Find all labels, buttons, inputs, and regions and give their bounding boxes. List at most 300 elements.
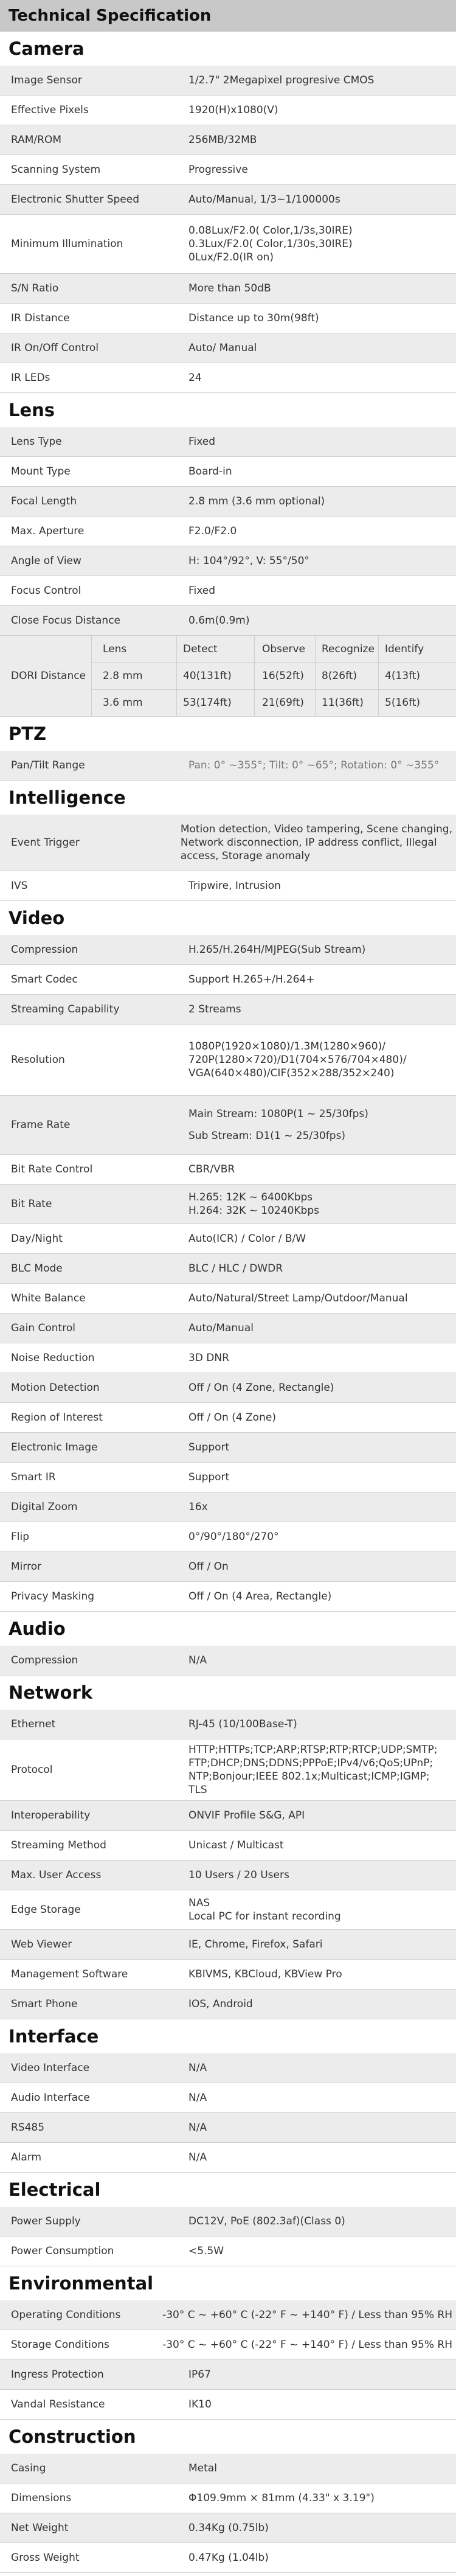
spec-value (171, 1896, 456, 1923)
spec-value-line: 0.34Kg (0.75lb) (188, 2522, 269, 2534)
spec-label: Motion Detection (11, 1382, 100, 1394)
spec-value (171, 1500, 456, 1514)
spec-value-line: 24 (188, 372, 202, 384)
spec-label: RAM/ROM (11, 134, 62, 146)
spec-row-white-balance (0, 1284, 456, 1314)
spec-label: RS485 (11, 2122, 45, 2134)
spec-value (164, 823, 456, 863)
spec-row-ivs (0, 871, 456, 901)
spec-label: Privacy Masking (11, 1590, 95, 1603)
spec-value (171, 282, 456, 295)
spec-row-region-of-interest (0, 1403, 456, 1433)
spec-value (171, 1560, 456, 1573)
spec-row-max-aperture (0, 517, 456, 546)
spec-value-line: Auto/ Manual (188, 342, 257, 354)
spec-value (171, 554, 456, 568)
spec-value-line: Support (188, 1471, 230, 1483)
spec-label: Streaming Capability (11, 1003, 120, 1015)
spec-value-line: 10 Users / 20 Users (188, 1869, 289, 1881)
spec-row-protocol (0, 1739, 456, 1801)
spec-value (171, 74, 456, 87)
spec-label: Ingress Protection (11, 2369, 104, 2381)
spec-value-line: 3D DNR (188, 1352, 229, 1364)
spec-row-focal-length (0, 487, 456, 517)
spec-value-line: 2.8 mm (3.6 mm optional) (188, 495, 325, 507)
spec-value (171, 2061, 456, 2075)
spec-row-electronic-image (0, 1433, 456, 1463)
spec-value-line: H.264: 32K ~ 10240Kbps (188, 1205, 319, 1217)
spec-value-line: N/A (188, 2151, 207, 2163)
dori-cell: 53(174ft) (176, 690, 254, 716)
spec-label: Streaming Method (11, 1839, 106, 1851)
spec-value-line: Auto/Manual (188, 1322, 254, 1334)
spec-row-frame-rate (0, 1096, 456, 1155)
spec-row-gross-weight (0, 2543, 456, 2573)
spec-value-line: Local PC for instant recording (188, 1910, 341, 1923)
spec-value (171, 1003, 456, 1016)
spec-row-event-trigger (0, 815, 456, 871)
spec-value-line: 1920(H)x1080(V) (188, 104, 278, 116)
section-header-intelligence: Intelligence (0, 781, 456, 815)
spec-label: Compression (11, 944, 78, 956)
spec-value (171, 1590, 456, 1603)
spec-label: Scanning System (11, 164, 101, 176)
spec-value-line: Off / On (4 Zone) (188, 1412, 276, 1424)
spec-label: IR Distance (11, 312, 70, 324)
spec-row-dimensions (0, 2484, 456, 2513)
spec-value-line: 256MB/32MB (188, 134, 257, 146)
spec-value (171, 1968, 456, 1981)
spec-value (171, 435, 456, 448)
spec-row-ingress-protection (0, 2360, 456, 2390)
spec-label: IVS (11, 880, 28, 892)
spec-label: Audio Interface (11, 2092, 90, 2104)
spec-label: Bit Rate Control (11, 1163, 93, 1175)
spec-row-max-user-access (0, 1861, 456, 1890)
spec-row-net-weight (0, 2513, 456, 2543)
spec-value (171, 1997, 456, 2011)
dori-cell: Recognize (315, 636, 378, 662)
spec-value-line: Fixed (188, 585, 216, 597)
spec-label: Gain Control (11, 1322, 75, 1334)
spec-value-line: F2.0/F2.0 (188, 525, 237, 537)
spec-row-rs485 (0, 2113, 456, 2143)
spec-row-vandal-resistance (0, 2390, 456, 2420)
spec-label: Focal Length (11, 495, 77, 507)
dori-cell: 4(13ft) (378, 663, 456, 689)
section-header-environmental: Environmental (0, 2266, 456, 2300)
spec-row-privacy-masking (0, 1582, 456, 1612)
spec-value-line: -30° C ~ +60° C (-22° F ~ +140° F) / Less than 95% RH (162, 2339, 452, 2351)
spec-value-line: -30° C ~ +60° C (-22° F ~ +140° F) / Less than 95% RH (162, 2309, 452, 2321)
spec-row-compression (0, 935, 456, 965)
spec-row-management-software (0, 1960, 456, 1989)
spec-value-line: Network disconnection, IP address conflict, Illegal (180, 837, 437, 849)
spec-row-flip (0, 1522, 456, 1552)
spec-value (171, 1163, 456, 1176)
spec-value-line: Support (188, 1441, 230, 1453)
spec-value (171, 2215, 456, 2228)
spec-value (171, 1654, 456, 1667)
spec-row-minimum-illumination (0, 215, 456, 274)
spec-value (171, 465, 456, 478)
spec-value (171, 759, 456, 772)
page-title: Technical Specification (0, 0, 456, 32)
spec-value-line: Progressive (188, 164, 248, 176)
spec-row-casing (0, 2454, 456, 2484)
spec-row-compression (0, 1646, 456, 1676)
dori-cell: 21(69ft) (254, 690, 315, 716)
spec-label: Lens Type (11, 436, 62, 448)
spec-value (171, 1292, 456, 1305)
spec-value (171, 193, 456, 206)
spec-value-line: 0Lux/F2.0(IR on) (188, 251, 274, 263)
spec-value (171, 2551, 456, 2564)
spec-label: Gross Weight (11, 2552, 80, 2564)
spec-value-line: Sub Stream: D1(1 ~ 25/30fps) (188, 1130, 346, 1142)
spec-value-line: More than 50dB (188, 282, 271, 294)
spec-row-streaming-method (0, 1831, 456, 1861)
spec-value (171, 1718, 456, 1731)
spec-label: Interoperability (11, 1809, 91, 1822)
spec-value (171, 1321, 456, 1335)
spec-value-line: N/A (188, 1654, 207, 1666)
spec-row-ir-on-off-control (0, 333, 456, 363)
section-header-ptz: PTZ (0, 717, 456, 751)
spec-value-line: Distance up to 30m(98ft) (188, 312, 319, 324)
spec-label: Mirror (11, 1561, 42, 1573)
spec-label: Management Software (11, 1968, 128, 1980)
spec-value-line: 1/2.7" 2Megapixel progresive CMOS (188, 74, 375, 86)
spec-value-line (188, 1121, 452, 1129)
spec-value (171, 614, 456, 627)
spec-value (171, 524, 456, 538)
dori-header-row (91, 636, 456, 662)
spec-value (145, 2308, 456, 2322)
spec-label: Vandal Resistance (11, 2398, 105, 2411)
spec-value-line: N/A (188, 2122, 207, 2134)
spec-label: Electronic Shutter Speed (11, 193, 140, 206)
section-header-video: Video (0, 901, 456, 935)
spec-label: Operating Conditions (11, 2309, 121, 2321)
spec-value (171, 103, 456, 117)
spec-label: Smart Phone (11, 1998, 78, 2010)
spec-value-line: TLS (188, 1784, 207, 1796)
spec-row-power-supply (0, 2207, 456, 2237)
spec-value (171, 2398, 456, 2411)
spec-value-line: <5.5W (188, 2245, 224, 2257)
spec-value (171, 2244, 456, 2258)
spec-row-digital-zoom (0, 1492, 456, 1522)
spec-value (171, 1351, 456, 1365)
spec-value (171, 584, 456, 597)
dori-cell: 5(16ft) (378, 690, 456, 716)
spec-value (171, 2462, 456, 2475)
section-header-network: Network (0, 1676, 456, 1710)
spec-label: Minimum Illumination (11, 238, 123, 250)
spec-label: Region of Interest (11, 1412, 103, 1424)
spec-value (171, 879, 456, 893)
spec-label: Protocol (11, 1764, 53, 1776)
dori-cell: 40(131ft) (176, 663, 254, 689)
spec-label: Web Viewer (11, 1938, 72, 1951)
spec-label: Smart IR (11, 1471, 56, 1483)
spec-value-line: Support H.265+/H.264+ (188, 973, 315, 986)
section-header-interface: Interface (0, 2019, 456, 2053)
spec-value-line: Auto/Manual, 1/3~1/100000s (188, 193, 340, 206)
spec-row-scanning-system (0, 155, 456, 185)
dori-label: DORI Distance (11, 670, 86, 682)
spec-row-power-consumption (0, 2237, 456, 2266)
spec-value-line: 720P(1280×720)/D1(704×576/704×480)/ (188, 1054, 407, 1066)
spec-label: Alarm (11, 2151, 42, 2163)
spec-label: Event Trigger (11, 837, 80, 849)
spec-value (171, 1938, 456, 1951)
spec-label: Ethernet (11, 1718, 56, 1730)
section-header-lens: Lens (0, 393, 456, 427)
spec-value (171, 341, 456, 355)
spec-value-line: Tripwire, Intrusion (188, 880, 281, 892)
spec-value-line: Off / On (4 Zone, Rectangle) (188, 1382, 334, 1394)
spec-label: Focus Control (11, 585, 81, 597)
spec-value-line: FTP;DHCP;DNS;DDNS;PPPoE;IPv4/v6;QoS;UPnP; (188, 1757, 434, 1769)
spec-value (171, 2368, 456, 2381)
spec-label: Resolution (11, 1054, 65, 1066)
spec-label: Max. Aperture (11, 525, 85, 537)
spec-label: S/N Ratio (11, 282, 59, 294)
dori-cell: 8(26ft) (315, 663, 378, 689)
spec-value (171, 1232, 456, 1245)
spec-value-line: BLC / HLC / DWDR (188, 1262, 283, 1275)
spec-value (171, 224, 456, 264)
spec-value (171, 1107, 456, 1143)
spec-label: Bit Rate (11, 1198, 52, 1210)
spec-label: IR On/Off Control (11, 342, 99, 354)
spec-row-bit-rate (0, 1185, 456, 1224)
spec-row-storage-conditions (0, 2330, 456, 2360)
spec-value (171, 2151, 456, 2164)
dori-cell: 11(36ft) (315, 690, 378, 716)
spec-value (171, 1040, 456, 1080)
spec-label: Day/Night (11, 1233, 63, 1245)
spec-label: Max. User Access (11, 1869, 102, 1881)
dori-row (91, 662, 456, 689)
spec-value (171, 943, 456, 956)
spec-row-motion-detection (0, 1373, 456, 1403)
spec-value (171, 2491, 456, 2505)
section-header-electrical: Electrical (0, 2173, 456, 2207)
spec-row-close-focus-distance (0, 606, 456, 636)
spec-label: Compression (11, 1654, 78, 1666)
spec-row-effective-pixels (0, 96, 456, 125)
spec-label: Video Interface (11, 2062, 90, 2074)
spec-value (145, 2338, 456, 2351)
spec-label: Frame Rate (11, 1119, 71, 1131)
spec-value-line: Auto/Natural/Street Lamp/Outdoor/Manual (188, 1292, 408, 1304)
spec-label: Close Focus Distance (11, 614, 121, 627)
spec-label: Flip (11, 1531, 30, 1543)
section-header-camera: Camera (0, 32, 456, 66)
dori-distance-table (0, 636, 456, 717)
spec-row-angle-of-view (0, 546, 456, 576)
spec-value-line: N/A (188, 2092, 207, 2104)
dori-cell: Detect (176, 636, 254, 662)
spec-value-line: 0°/90°/180°/270° (188, 1531, 279, 1543)
spec-value (171, 1839, 456, 1852)
spec-row-alarm (0, 2143, 456, 2173)
spec-value (171, 1809, 456, 1822)
spec-value-line: Φ109.9mm × 81mm (4.33" x 3.19") (188, 2492, 375, 2504)
section-header-construction: Construction (0, 2420, 456, 2454)
spec-value (171, 1441, 456, 1454)
spec-row-noise-reduction (0, 1343, 456, 1373)
spec-value (171, 1868, 456, 1882)
spec-label: Image Sensor (11, 74, 82, 86)
dori-cell: 16(52ft) (254, 663, 315, 689)
spec-value (171, 2121, 456, 2134)
dori-cell: 3.6 mm (91, 690, 176, 716)
spec-row-interoperability (0, 1801, 456, 1831)
spec-value-line: IK10 (188, 2398, 212, 2411)
spec-row-pan-tilt-range (0, 751, 456, 781)
spec-label: Digital Zoom (11, 1501, 78, 1513)
dori-cell: 2.8 mm (91, 663, 176, 689)
spec-label: IR LEDs (11, 372, 50, 384)
spec-value (171, 163, 456, 176)
spec-value (171, 1743, 456, 1797)
spec-value (171, 973, 456, 986)
spec-value-line: VGA(640×480)/CIF(352×288/352×240) (188, 1067, 395, 1079)
spec-value-line: DC12V, PoE (802.3af)(Class 0) (188, 2215, 345, 2227)
spec-row-s-n-ratio (0, 274, 456, 304)
spec-label: Angle of View (11, 555, 81, 567)
spec-value (171, 1381, 456, 1394)
spec-row-resolution (0, 1025, 456, 1096)
spec-row-ram-rom (0, 125, 456, 155)
spec-row-video-interface (0, 2053, 456, 2083)
spec-value-line: N/A (188, 2062, 207, 2074)
spec-value-line: RJ-45 (10/100Base-T) (188, 1718, 297, 1730)
spec-value (171, 1191, 456, 1217)
spec-label: Effective Pixels (11, 104, 89, 116)
spec-row-day-night (0, 1224, 456, 1254)
spec-label: Smart Codec (11, 973, 78, 986)
spec-value-line: 1080P(1920×1080)/1.3M(1280×960)/ (188, 1040, 385, 1053)
spec-value (171, 2521, 456, 2535)
spec-label: Mount Type (11, 465, 71, 478)
spec-label: Casing (11, 2462, 46, 2474)
spec-value (171, 495, 456, 508)
spec-value (171, 1530, 456, 1544)
spec-row-mirror (0, 1552, 456, 1582)
spec-value-line: IP67 (188, 2369, 211, 2381)
spec-label: BLC Mode (11, 1262, 63, 1275)
spec-value-line: H.265/H.264H/MJPEG(Sub Stream) (188, 944, 366, 956)
spec-label: Storage Conditions (11, 2339, 109, 2351)
spec-value-line: HTTP;HTTPs;TCP;ARP;RTSP;RTP;RTCP;UDP;SMTP; (188, 1744, 438, 1756)
spec-label: Dimensions (11, 2492, 72, 2504)
spec-value-line: Main Stream: 1080P(1 ~ 25/30fps) (188, 1108, 368, 1120)
spec-row-lens-type (0, 427, 456, 457)
spec-value-line: H: 104°/92°, V: 55°/50° (188, 555, 309, 567)
spec-value-line: Auto(ICR) / Color / B/W (188, 1233, 306, 1245)
spec-row-smart-ir (0, 1463, 456, 1492)
spec-row-audio-interface (0, 2083, 456, 2113)
spec-row-focus-control (0, 576, 456, 606)
spec-value-line: CBR/VBR (188, 1163, 235, 1175)
spec-label: Net Weight (11, 2522, 69, 2534)
spec-label: Pan/Tilt Range (11, 759, 85, 771)
spec-row-smart-codec (0, 965, 456, 995)
spec-value-line: Metal (188, 2462, 217, 2474)
spec-row-ethernet (0, 1710, 456, 1739)
spec-value-line: 0.3Lux/F2.0( Color,1/30s,30IRE) (188, 238, 353, 250)
dori-row (91, 689, 456, 716)
dori-cell: Observe (254, 636, 315, 662)
spec-content (0, 32, 456, 2573)
spec-value-line: H.265: 12K ~ 6400Kbps (188, 1191, 313, 1203)
spec-value-line: 0.08Lux/F2.0( Color,1/3s,30IRE) (188, 225, 353, 237)
spec-value (171, 1411, 456, 1424)
spec-row-mount-type (0, 457, 456, 487)
spec-value-line: Off / On (188, 1561, 229, 1573)
spec-value-line: 0.47Kg (1.04lb) (188, 2552, 269, 2564)
spec-value-line: Unicast / Multicast (188, 1839, 284, 1851)
spec-value-line: ONVIF Profile S&G, API (188, 1809, 305, 1822)
spec-value (171, 2091, 456, 2104)
spec-row-electronic-shutter-speed (0, 185, 456, 215)
spec-row-ir-distance (0, 304, 456, 333)
spec-row-streaming-capability (0, 995, 456, 1025)
spec-value-line: 0.6m(0.9m) (188, 614, 250, 627)
spec-label: Noise Reduction (11, 1352, 95, 1364)
spec-value (171, 312, 456, 325)
spec-row-bit-rate-control (0, 1155, 456, 1185)
dori-cell: Identify (378, 636, 456, 662)
spec-value-line: Motion detection, Video tampering, Scene changing, (180, 823, 452, 835)
spec-value-line: Off / On (4 Area, Rectangle) (188, 1590, 332, 1603)
spec-value (171, 133, 456, 147)
spec-row-web-viewer (0, 1930, 456, 1960)
spec-row-ir-leds (0, 363, 456, 393)
spec-value (171, 1471, 456, 1484)
spec-value-line: KBIVMS, KBCloud, KBView Pro (188, 1968, 342, 1980)
spec-value-line: Board-in (188, 465, 232, 478)
spec-value-line: IOS, Android (188, 1998, 253, 2010)
spec-value-line: NAS (188, 1897, 210, 1909)
spec-value-line: Fixed (188, 436, 216, 448)
spec-row-image-sensor (0, 66, 456, 96)
spec-label: Power Supply (11, 2215, 81, 2227)
spec-value-line: NTP;Bonjour;IEEE 802.1x;Multicast;ICMP;IGMP; (188, 1770, 430, 1783)
spec-value-line: access, Storage anomaly (180, 850, 311, 862)
section-header-audio: Audio (0, 1612, 456, 1646)
spec-row-edge-storage (0, 1890, 456, 1930)
spec-value-line: Pan: 0° ~355°; Tilt: 0° ~65°; Rotation: 0° ~355° (188, 759, 440, 771)
spec-value (171, 1262, 456, 1275)
spec-row-smart-phone (0, 1989, 456, 2019)
spec-label: White Balance (11, 1292, 86, 1304)
spec-label: Power Consumption (11, 2245, 114, 2257)
spec-value-line: 16x (188, 1501, 208, 1513)
spec-row-gain-control (0, 1314, 456, 1343)
spec-value-line: IE, Chrome, Firefox, Safari (188, 1938, 323, 1951)
spec-row-operating-conditions (0, 2300, 456, 2330)
spec-value (171, 371, 456, 385)
spec-label: Electronic Image (11, 1441, 98, 1453)
spec-label: Edge Storage (11, 1904, 81, 1916)
spec-value-line: 2 Streams (188, 1003, 241, 1015)
